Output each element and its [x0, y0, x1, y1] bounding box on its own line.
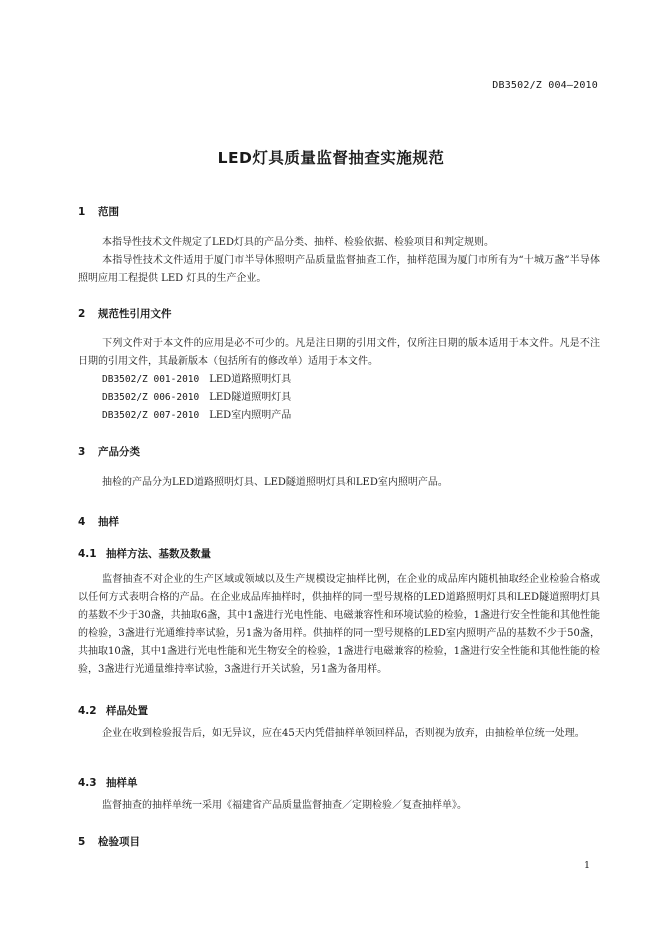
section-4-3-paragraph-1	[78, 797, 600, 815]
section-4-2-heading	[78, 703, 148, 718]
section-title: 范围	[98, 206, 119, 218]
section-4-1-heading	[78, 546, 211, 561]
section-number: 2	[78, 308, 86, 320]
paragraph-text: 监督抽查不对企业的生产区域或领域以及生产规模设定抽样比例，在企业的成品库内随机抽取经企业检验合格或以任何方式表明合格的产品。在企业成品库抽样时，供抽样的同一型号规格的LED道路照明灯具和LED隧道照明灯具的基数不少于30盏，共抽取6盏，其中1盏进行光电性能、电磁兼容性和环境试验的检验，1盏进行安全性能和其他性能的检验，3盏进行光通维持率试验，另1盏为备用样。供抽样的同一型号规格的LED室内照明产品的基数不少于50盏，共抽取10盏，其中1盏进行光电性能和光生物安全的检验，1盏进行电磁兼容的检验，1盏进行安全性能和其他性能的检验，3盏进行光通量维持率试验，3盏进行开关试验，另1盏为备用样。	[78, 574, 600, 675]
section-1-paragraph-1	[78, 234, 600, 252]
page-number: 1	[583, 860, 590, 871]
reference-item	[102, 389, 291, 407]
section-number: 4	[78, 516, 86, 528]
reference-name: LED隧道照明灯具	[209, 392, 292, 403]
section-4-1-paragraph-1	[78, 571, 600, 679]
paragraph-text: 监督抽查的抽样单统一采用《福建省产品质量监督抽查／定期检验／复查抽样单》。	[102, 800, 467, 811]
section-2-paragraph-1	[78, 335, 600, 371]
section-5-heading	[78, 834, 140, 849]
section-title: 抽样	[98, 516, 119, 528]
section-title: 抽样单	[106, 777, 138, 789]
section-4-3-heading	[78, 775, 138, 790]
reference-item	[102, 371, 291, 389]
section-title: 样品处置	[106, 705, 148, 717]
document-title: LED灯具质量监督抽查实施规范	[217, 149, 445, 167]
document-code: DB3502/Z 004—2010	[492, 80, 598, 91]
reference-code: DB3502/Z 001-2010	[102, 374, 200, 385]
paragraph-text: 本指导性技术文件适用于厦门市半导体照明产品质量监督抽查工作，抽样范围为厦门市所有为“十城万盏”半导体照明应用工程提供 LED 灯具的生产企业。	[78, 255, 600, 284]
section-title: 规范性引用文件	[98, 308, 172, 320]
paragraph-text: 下列文件对于本文件的应用是必不可少的。凡是注日期的引用文件，仅所注日期的版本适用于本文件。凡是不注日期的引用文件，其最新版本（包括所有的修改单）适用于本文件。	[78, 338, 600, 367]
section-number: 4.2	[78, 705, 97, 717]
section-title: 抽样方法、基数及数量	[106, 548, 211, 560]
paragraph-text: 抽检的产品分为LED道路照明灯具、LED隧道照明灯具和LED室内照明产品。	[102, 477, 448, 488]
reference-name: LED室内照明产品	[209, 410, 292, 421]
reference-code: DB3502/Z 006-2010	[102, 392, 200, 403]
section-4-2-paragraph-1	[78, 725, 600, 743]
section-number: 4.1	[78, 548, 97, 560]
section-3-paragraph-1	[78, 474, 600, 492]
section-title: 产品分类	[98, 446, 140, 458]
reference-name: LED道路照明灯具	[209, 374, 292, 385]
reference-item	[102, 407, 291, 425]
section-number: 4.3	[78, 777, 97, 789]
reference-code: DB3502/Z 007-2010	[102, 410, 200, 421]
section-2-heading	[78, 306, 172, 321]
section-4-heading	[78, 514, 119, 529]
section-number: 3	[78, 446, 86, 458]
section-title: 检验项目	[98, 836, 140, 848]
section-number: 1	[78, 206, 86, 218]
paragraph-text: 本指导性技术文件规定了LED灯具的产品分类、抽样、检验依据、检验项目和判定规则。	[102, 237, 494, 248]
section-1-paragraph-2	[78, 252, 600, 288]
section-1-heading	[78, 204, 119, 219]
section-number: 5	[78, 836, 86, 848]
paragraph-text: 企业在收到检验报告后，如无异议，应在45天内凭借抽样单领回样品，否则视为放弃，由抽检单位统一处理。	[102, 728, 585, 739]
section-3-heading	[78, 444, 140, 459]
